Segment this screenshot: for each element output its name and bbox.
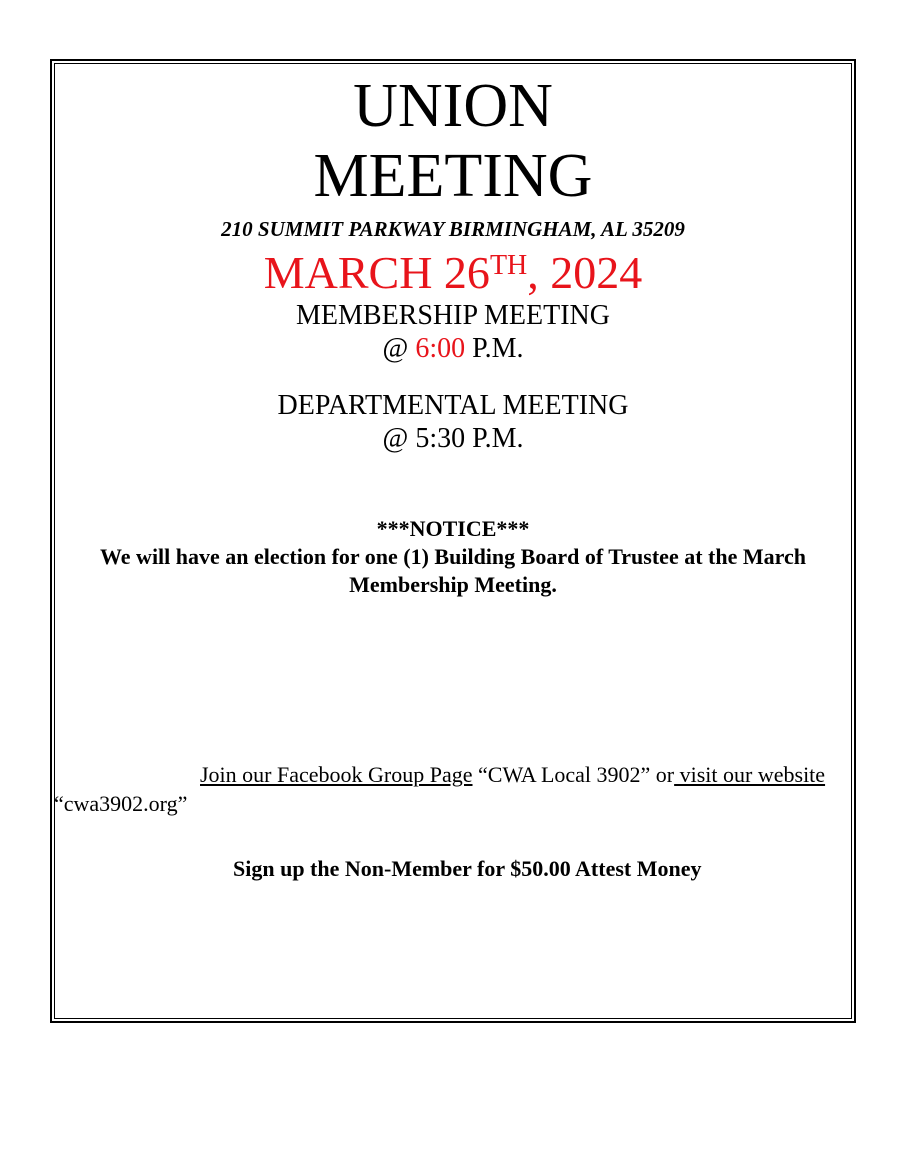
- date-month-day: MARCH 26: [263, 247, 490, 298]
- membership-time-value: 6:00: [415, 333, 466, 364]
- title-line-meeting: MEETING: [313, 142, 593, 210]
- facebook-group-name: “CWA Local 3902” or: [472, 762, 675, 787]
- date-ordinal-suffix: TH: [489, 250, 528, 281]
- signup-notice: [54, 854, 852, 883]
- departmental-meeting-time: @ 5:30 P.M.: [382, 423, 524, 454]
- notice-heading: ***NOTICE***: [376, 516, 530, 541]
- flyer-content: [54, 63, 852, 599]
- website-link[interactable]: visit our website: [674, 762, 826, 787]
- membership-meeting-time: [54, 332, 852, 365]
- membership-time-prefix: @: [382, 333, 416, 364]
- departmental-meeting-label: DEPARTMENTAL MEETING: [277, 390, 629, 421]
- meeting-address: 210 SUMMIT PARKWAY BIRMINGHAM, AL 35209: [221, 217, 685, 241]
- flyer-title: [54, 71, 852, 211]
- website-url: “cwa3902.org”: [54, 791, 188, 816]
- membership-meeting-label: MEMBERSHIP MEETING: [296, 300, 610, 331]
- social-links-paragraph: [54, 760, 852, 818]
- title-line-union: UNION: [353, 72, 553, 140]
- signup-text: Sign up the Non-Member for $50.00 Attest Money: [233, 856, 702, 881]
- membership-time-suffix: P.M.: [465, 333, 524, 364]
- date-year: , 2024: [527, 247, 643, 298]
- notice-body: We will have an election for one (1) Building Board of Trustee at the March Membership Meeting.: [100, 544, 806, 597]
- facebook-group-link[interactable]: Join our Facebook Group Page: [200, 762, 473, 787]
- meeting-date: [54, 247, 852, 299]
